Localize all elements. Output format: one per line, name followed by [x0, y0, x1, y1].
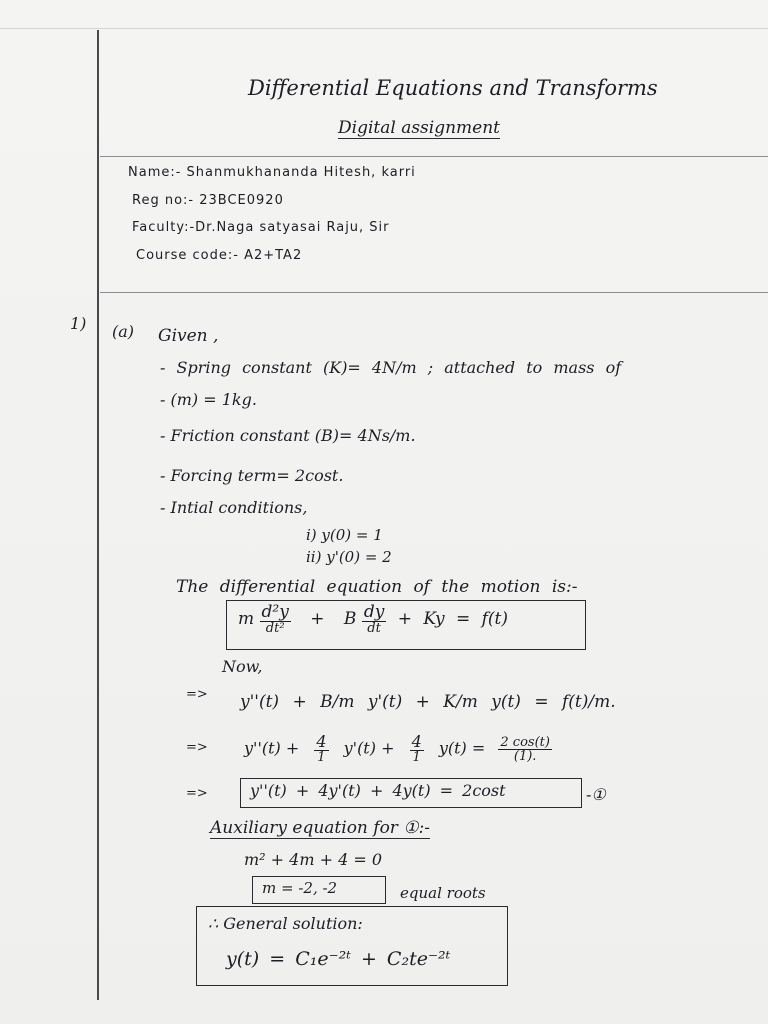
step-3-equation: y''(t) + 4y'(t) + 4y(t) = 2cost: [250, 781, 506, 800]
initial-condition-2: ii) y'(0) = 2: [306, 548, 392, 566]
step2-frac-1-den: 1: [317, 750, 326, 765]
eq-plus: +: [310, 609, 325, 629]
equation-ref-1: -①: [586, 785, 606, 804]
eq-rest: + Ky = f(t): [397, 609, 509, 629]
arrow-3: =>: [186, 786, 208, 801]
eq-second-derivative: [260, 604, 291, 635]
student-name: Name:- Shanmukhananda Hitesh, karri: [128, 165, 416, 180]
arrow-2: =>: [186, 740, 208, 755]
step2-frac-2-den: 1: [412, 750, 421, 765]
step2-frac-3-num: 2 cos(t): [500, 734, 550, 750]
problem-part: (a): [112, 322, 135, 341]
motion-statement: The differential equation of the motion is:-: [176, 577, 578, 597]
roots-note: equal roots: [400, 884, 486, 902]
step2-frac-3-den: (1).: [513, 748, 537, 764]
eq-dt2: dt²: [265, 621, 285, 636]
eq-friction: B: [343, 609, 357, 629]
step2-frac-2: [410, 734, 424, 764]
roots: m = -2, -2: [262, 879, 338, 897]
eq-d2y: d²y: [261, 602, 289, 622]
problem-number: 1): [70, 314, 87, 333]
step2-a: y''(t) +: [244, 738, 300, 758]
reg-number: Reg no:- 23BCE0920: [132, 193, 284, 208]
initial-condition-1: i) y(0) = 1: [306, 526, 383, 544]
page-subtitle: Digital assignment: [338, 118, 501, 138]
auxiliary-label: Auxiliary equation for ①:-: [210, 818, 431, 838]
given-item-forcing: - Forcing term= 2cost.: [160, 466, 344, 485]
header-divider: [100, 156, 768, 157]
general-solution-label: ∴ General solution:: [208, 914, 363, 933]
step-2-equation: [244, 734, 552, 764]
margin-line: [97, 30, 99, 1000]
step-1-equation: y''(t) + B/m y'(t) + K/m y(t) = f(t)/m.: [240, 692, 616, 712]
eq-dy: dy: [363, 602, 385, 622]
auxiliary-equation: m² + 4m + 4 = 0: [244, 850, 383, 869]
step2-frac-2-num: 4: [411, 732, 422, 751]
step2-c: y(t) =: [438, 738, 486, 758]
given-label: Given ,: [158, 326, 219, 346]
top-rule: [0, 28, 768, 29]
now-label: Now,: [222, 657, 263, 676]
given-item-spring: - Spring constant (K)= 4N/m ; attached to mass of: [160, 358, 622, 377]
given-item-friction: - Friction constant (B)= 4Ns/m.: [160, 426, 416, 445]
info-divider: [100, 292, 768, 293]
course-code: Course code:- A2+TA2: [136, 248, 303, 263]
given-item-mass: - (m) = 1kg.: [160, 390, 257, 409]
step2-frac-3: [498, 736, 552, 763]
faculty-name: Faculty:-Dr.Naga satyasai Raju, Sir: [132, 220, 390, 235]
step2-frac-1: [314, 734, 328, 764]
eq-dt: dt: [367, 621, 381, 636]
general-solution-equation: y(t) = C₁e⁻²ᵗ + C₂te⁻²ᵗ: [226, 948, 451, 970]
given-item-initial: - Intial conditions,: [160, 498, 308, 517]
page-title: Differential Equations and Transforms: [248, 76, 658, 100]
eq-first-derivative: [362, 604, 387, 635]
step2-frac-1-num: 4: [316, 732, 327, 751]
step2-b: y'(t) +: [343, 738, 395, 758]
eq-mass: m: [238, 609, 255, 629]
motion-equation: [238, 604, 508, 635]
arrow-1: =>: [186, 687, 208, 702]
